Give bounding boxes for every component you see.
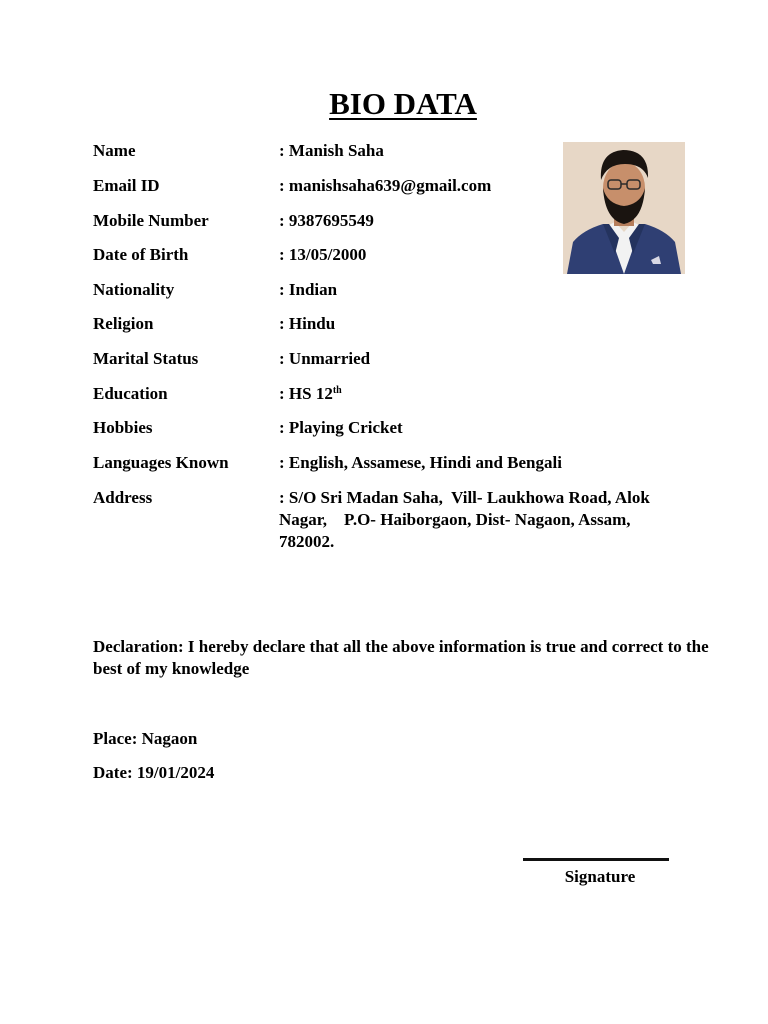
field-label: Name [93, 141, 136, 160]
signature-line [523, 858, 669, 861]
place-text: Place: Nagaon [93, 729, 198, 748]
profile-photo-icon [563, 142, 685, 274]
field-value: : Indian [279, 280, 338, 299]
declaration-text: Declaration: I hereby declare that all the above information is true and correct to the best of my knowledge [93, 637, 709, 678]
field-label: Religion [93, 314, 154, 333]
field-value: : Hindu [279, 314, 336, 333]
field-value: : Playing Cricket [279, 418, 403, 437]
field-label: Email ID [93, 176, 160, 195]
field-value: : 9387695549 [279, 211, 374, 230]
field-label: Languages Known [93, 453, 229, 472]
field-label: Hobbies [93, 418, 153, 437]
education-superscript: th [332, 385, 342, 396]
signature-label: Signature [564, 867, 636, 886]
field-label: Date of Birth [93, 245, 189, 264]
field-label: Marital Status [93, 349, 199, 368]
field-value: : English, Assamese, Hindi and Bengali [279, 453, 562, 472]
page-title: BIO DATA [329, 86, 477, 121]
field-value: : S/O Sri Madan Saha, Vill- Laukhowa Road, Alok Nagar, P.O- Haiborgaon, Dist- Nagaon, Assam, 782002. [279, 488, 655, 551]
field-label: Address [93, 488, 153, 507]
field-label: Nationality [93, 280, 175, 299]
field-label: Mobile Number [93, 211, 209, 230]
profile-photo [563, 142, 685, 274]
education-text: : HS 12 [279, 384, 333, 403]
field-value: : Manish Saha [279, 141, 384, 160]
field-value: : manishsaha639@gmail.com [279, 176, 492, 195]
field-value: : 13/05/2000 [279, 245, 367, 264]
field-value: : Unmarried [279, 349, 371, 368]
field-label: Education [93, 384, 168, 403]
date-text: Date: 19/01/2024 [93, 763, 215, 782]
field-value [279, 383, 689, 405]
